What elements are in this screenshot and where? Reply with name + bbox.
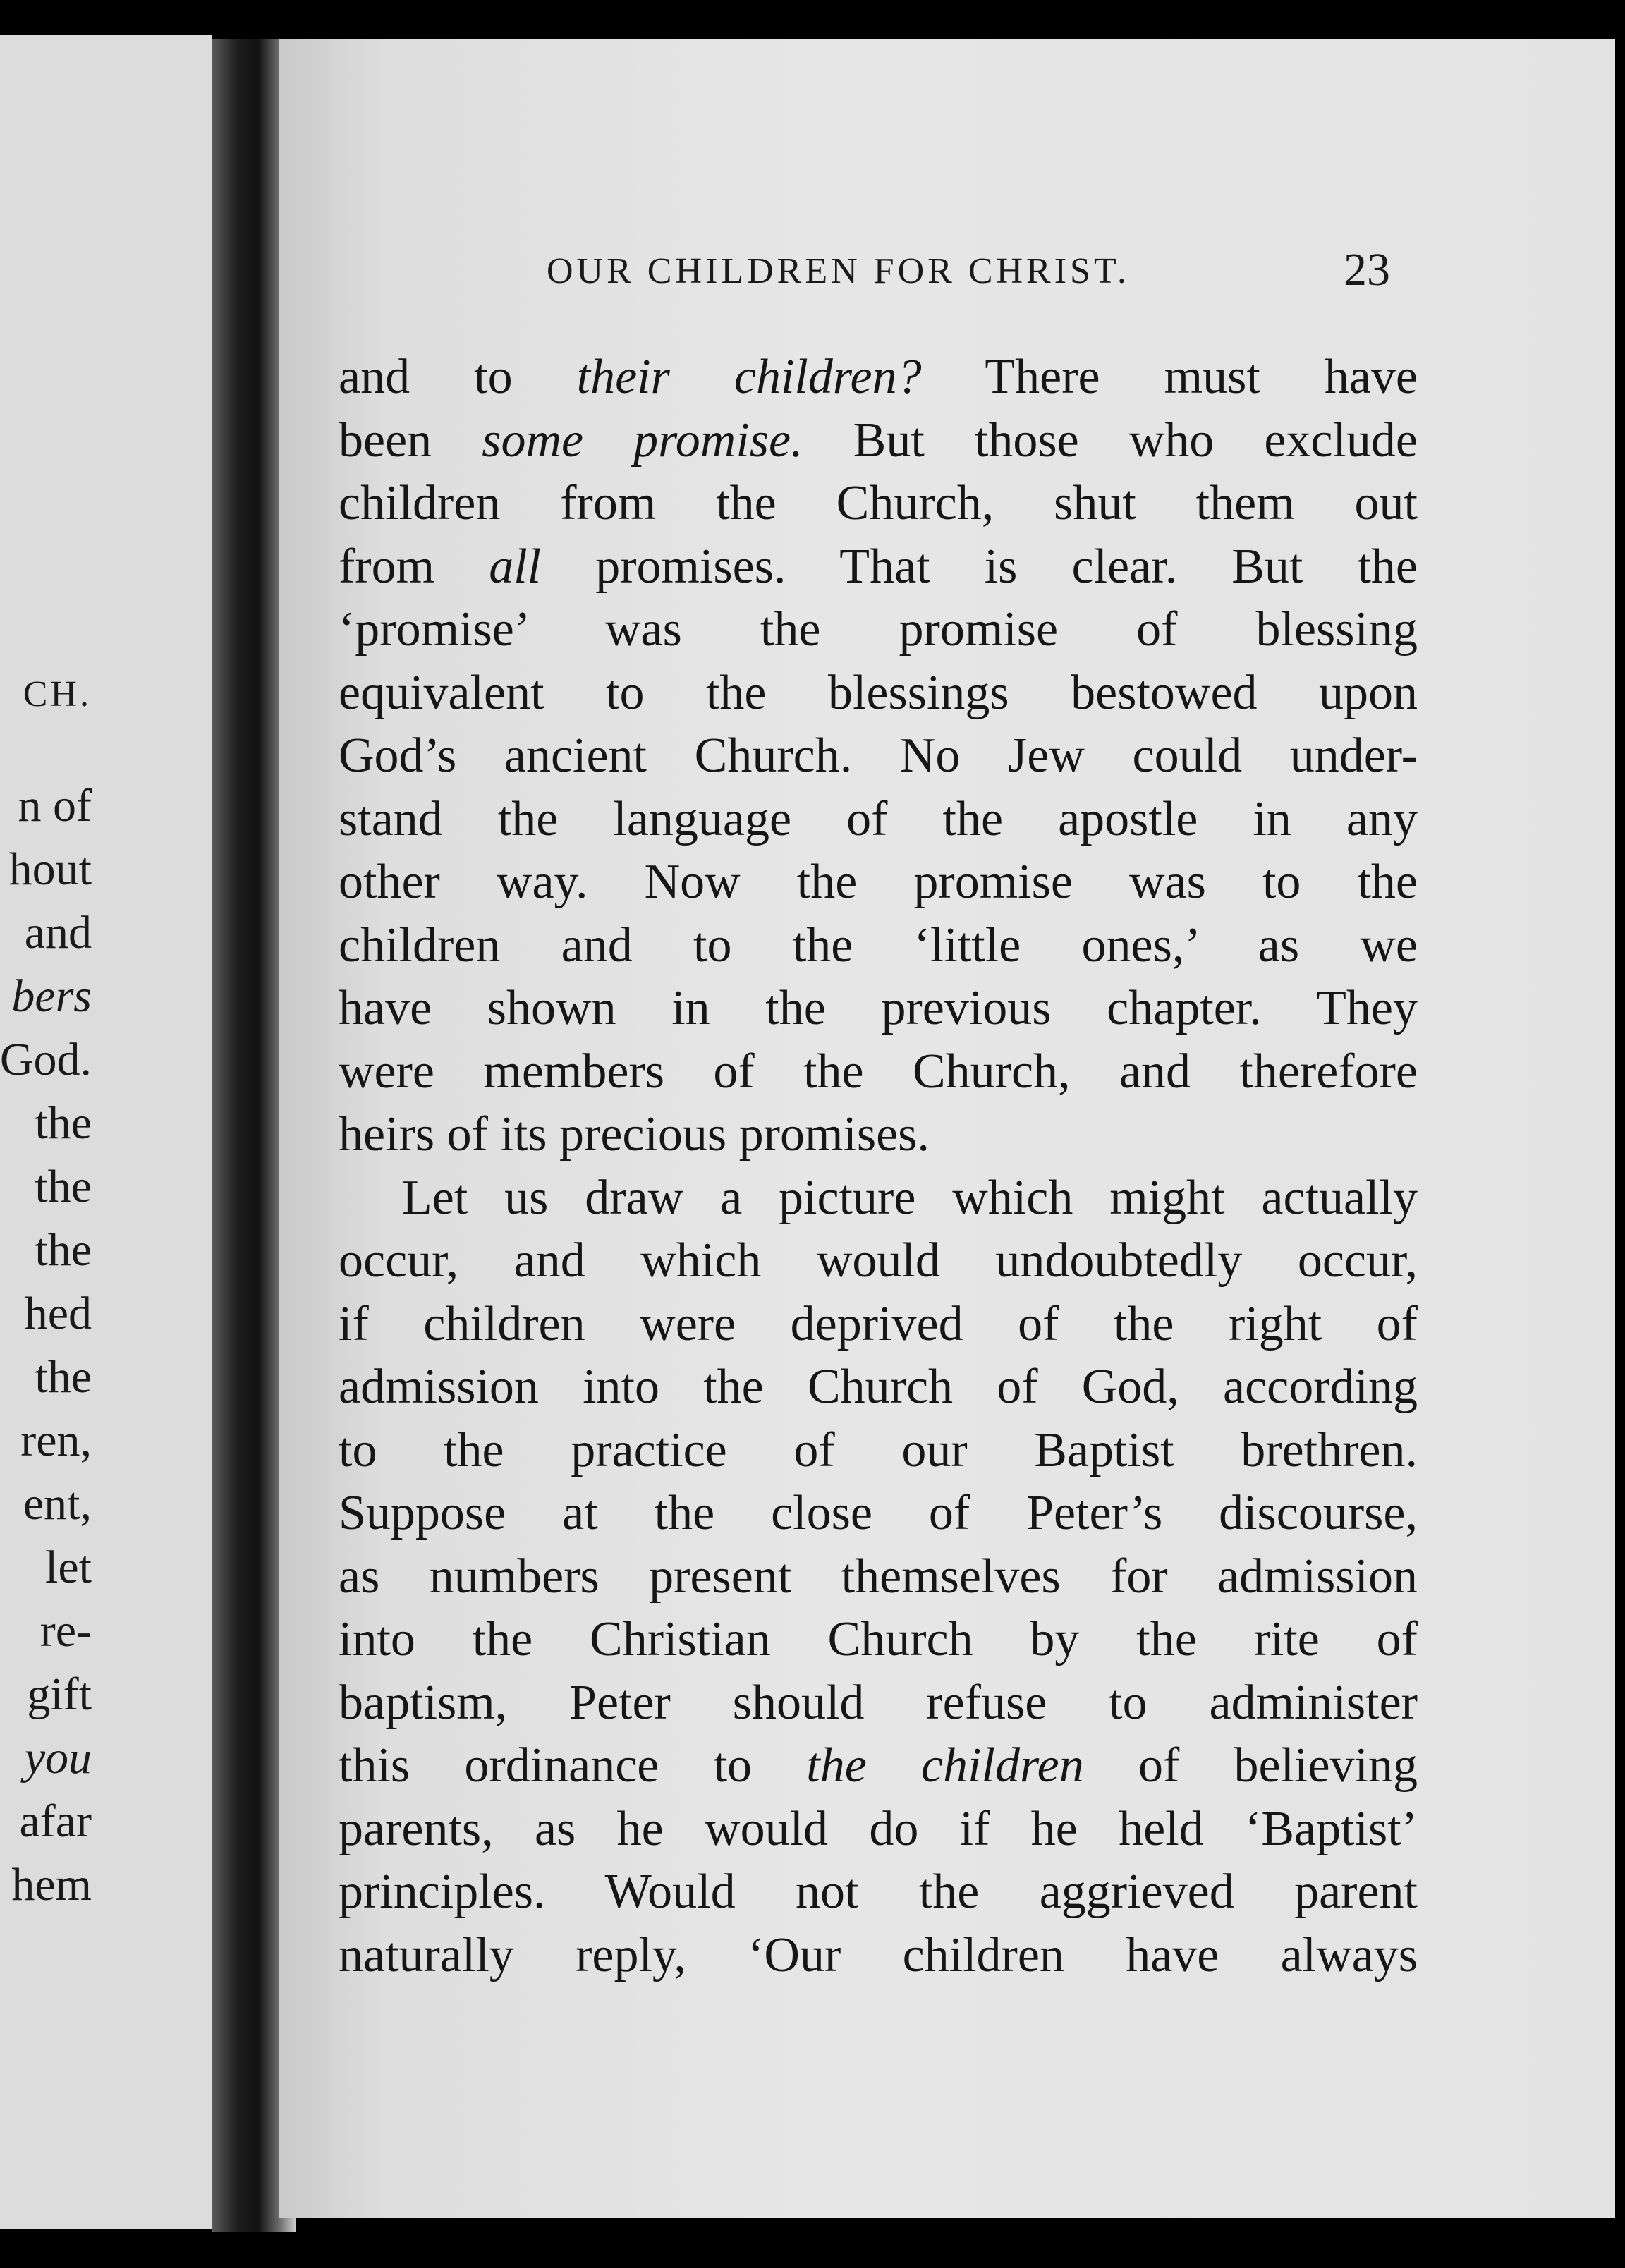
- text-line: [339, 1103, 1418, 1166]
- page-number: 23: [1344, 244, 1390, 295]
- italic-text: their children?: [576, 350, 922, 404]
- page-header: [279, 243, 1615, 307]
- text-segment: have shown in the previous chapter. They: [339, 981, 1418, 1035]
- text-segment: There must have: [921, 350, 1418, 404]
- text-line: [339, 1734, 1418, 1798]
- text-segment: principles. Would not the aggrieved parent: [339, 1865, 1418, 1919]
- text-segment: if children were deprived of the right of: [339, 1296, 1418, 1351]
- text-line: [339, 1166, 1418, 1230]
- italic-text: some promise.: [482, 413, 803, 468]
- text-segment: parents, as he would do if he held ‘Baptist’: [339, 1801, 1418, 1856]
- text-segment: ‘promise’ was the promise of blessing: [339, 602, 1418, 657]
- text-segment: occur, and which would undoubtedly occur,: [339, 1233, 1418, 1288]
- text-segment: were members of the Church, and therefore: [339, 1044, 1418, 1099]
- text-segment: children and to the ‘little ones,’ as we: [339, 917, 1418, 973]
- previous-page-fragment: CH.: [23, 674, 92, 714]
- text-line: [339, 977, 1418, 1040]
- text-segment: admission into the Church of God, according: [339, 1360, 1418, 1414]
- text-segment: as numbers present themselves for admission: [339, 1549, 1418, 1604]
- text-segment: Suppose at the close of Peter’s discourse,: [339, 1486, 1418, 1540]
- text-line: [339, 598, 1418, 662]
- book-page: [279, 39, 1615, 2218]
- previous-page-fragment: God.: [0, 1034, 92, 1085]
- text-segment: children from the Church, shut them out: [339, 476, 1418, 530]
- text-segment: into the Christian Church by the rite of: [339, 1612, 1418, 1666]
- text-line: [339, 472, 1418, 535]
- previous-page-fragment: the: [35, 1224, 92, 1276]
- text-segment: heirs of its precious promises.: [339, 1107, 930, 1162]
- previous-page-fragment: ren,: [20, 1415, 92, 1466]
- text-segment: this ordinance to: [339, 1738, 807, 1793]
- text-segment: naturally reply, ‘Our children have always: [339, 1927, 1418, 1982]
- text-line: [339, 409, 1418, 472]
- text-segment: of believing: [1083, 1738, 1418, 1793]
- text-line: [339, 1608, 1418, 1671]
- text-line: [339, 1545, 1418, 1609]
- text-line: [339, 1798, 1418, 1861]
- text-line: [339, 1040, 1418, 1104]
- text-line: [339, 1671, 1418, 1735]
- previous-page-fragment: afar: [19, 1796, 92, 1847]
- italic-text: all: [489, 539, 542, 594]
- previous-page-fragment: ent,: [23, 1478, 92, 1530]
- previous-page-fragment: n of: [18, 780, 92, 831]
- text-line: [339, 850, 1418, 914]
- body-text: [339, 346, 1418, 1987]
- text-line: [339, 1860, 1418, 1924]
- text-segment: other way. Now the promise was to the: [339, 855, 1418, 909]
- text-line: [339, 1293, 1418, 1356]
- text-line: [339, 1355, 1418, 1419]
- text-line: [339, 346, 1418, 409]
- previous-page-fragment: gift: [27, 1669, 92, 1720]
- text-line: [339, 1229, 1418, 1293]
- text-line: [339, 662, 1418, 725]
- text-segment: But those who exclude: [803, 413, 1418, 468]
- previous-page-fragment: hem: [11, 1859, 92, 1910]
- text-segment: and to: [339, 350, 577, 404]
- text-segment: God’s ancient Church. No Jew could under-: [339, 728, 1418, 783]
- text-line: [339, 724, 1418, 788]
- text-line: [339, 1419, 1418, 1482]
- text-line: [339, 535, 1418, 599]
- text-segment: Let us draw a picture which might actually: [402, 1170, 1418, 1225]
- previous-page-fragment: let: [45, 1542, 92, 1593]
- text-line: [339, 788, 1418, 851]
- text-segment: baptism, Peter should refuse to administer: [339, 1675, 1418, 1730]
- previous-page-fragment: hed: [24, 1288, 92, 1339]
- text-line: [339, 1924, 1418, 1987]
- previous-page-fragment: the: [35, 1351, 92, 1403]
- previous-page-fragment: and: [24, 907, 92, 958]
- previous-page-fragment: re-: [39, 1605, 92, 1657]
- italic-text: the children: [806, 1738, 1084, 1793]
- previous-page-fragment: the: [35, 1161, 92, 1212]
- text-segment: equivalent to the blessings bestowed upon: [339, 665, 1418, 720]
- previous-page-fragment: the: [35, 1097, 92, 1149]
- text-segment: to the practice of our Baptist brethren.: [339, 1422, 1418, 1477]
- previous-page-fragment: bers: [11, 970, 92, 1022]
- text-line: [339, 914, 1418, 977]
- running-head: OUR CHILDREN FOR CHRIST.: [547, 251, 1130, 291]
- previous-page-fragment: hout: [8, 843, 92, 895]
- text-line: [339, 1482, 1418, 1545]
- previous-page-edge: [0, 35, 212, 2229]
- previous-page-fragment: you: [24, 1732, 92, 1784]
- text-segment: stand the language of the apostle in any: [339, 791, 1418, 846]
- text-segment: promises. That is clear. But the: [541, 539, 1418, 594]
- text-segment: been: [339, 413, 482, 468]
- text-segment: from: [339, 539, 489, 594]
